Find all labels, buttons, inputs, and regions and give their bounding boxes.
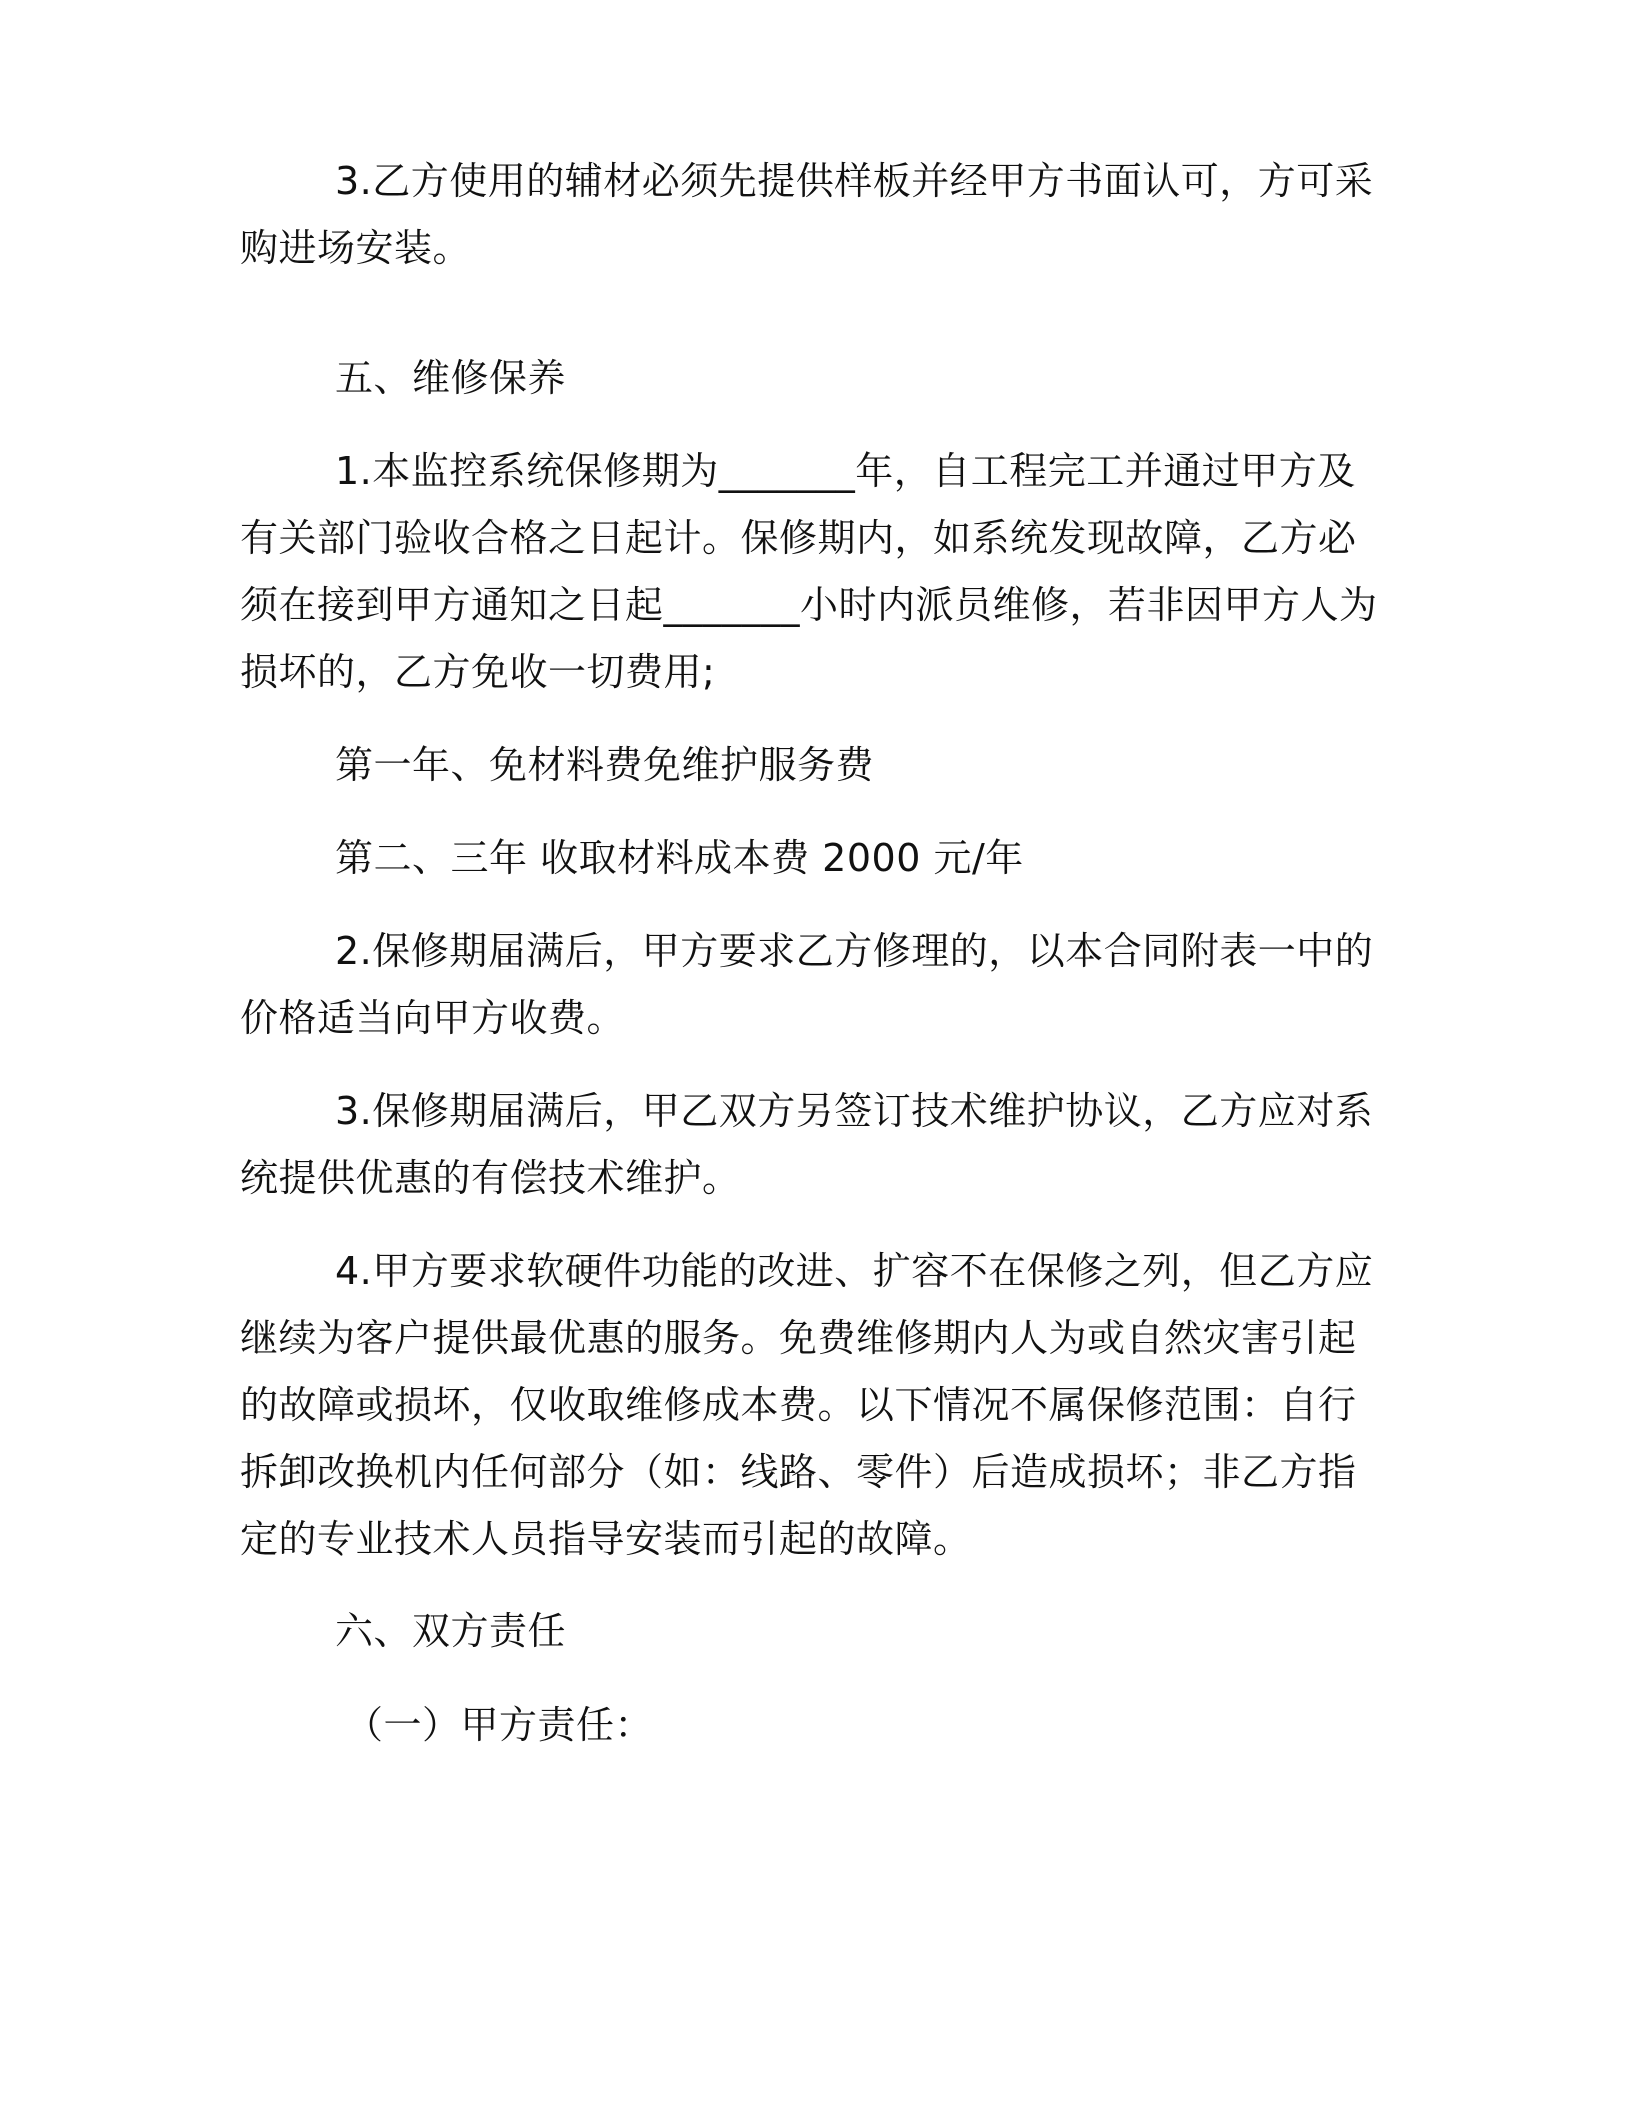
section-heading-responsibilities: 六、双方责任 (335, 1609, 567, 1653)
paragraph-warranty-period: 1.本监控系统保修期为_______年，自工程完工并通过甲方及有关部门验收合格之日起计。保修期内，如系统发现故障，乙方必须在接到甲方通知之日起_______小时内派员维修，若非因甲方人为损坏的，乙方免收一切费用; (240, 449, 1378, 694)
paragraph-first-year: 第一年、免材料费免维护服务费 (335, 743, 875, 787)
subsection-heading-party-a: （一）甲方责任： (345, 1703, 654, 1747)
paragraph-auxiliary-materials: 3.乙方使用的辅材必须先提供样板并经甲方书面认可，方可采购进场安装。 (240, 159, 1374, 270)
paragraph-warranty-exclusions: 4.甲方要求软硬件功能的改进、扩容不在保修之列，但乙方应继续为客户提供最优惠的服务。免费维修期内人为或自然灾害引起的故障或损坏，仅收取维修成本费。以下情况不属保修范围：自行拆卸改换机内任何部分（如：线路、零件）后造成损坏；非乙方指定的专业技术人员指导安装而引起的故障。 (240, 1249, 1374, 1561)
paragraph-second-third-year: 第二、三年 收取材料成本费 2000 元/年 (335, 836, 1024, 880)
section-heading-maintenance: 五、维修保养 (335, 356, 567, 400)
paragraph-after-warranty-fees: 2.保修期届满后，甲方要求乙方修理的，以本合同附表一中的价格适当向甲方收费。 (240, 929, 1374, 1040)
paragraph-technical-maintenance-agreement: 3.保修期届满后，甲乙双方另签订技术维护协议，乙方应对系统提供优惠的有偿技术维护。 (240, 1089, 1374, 1200)
